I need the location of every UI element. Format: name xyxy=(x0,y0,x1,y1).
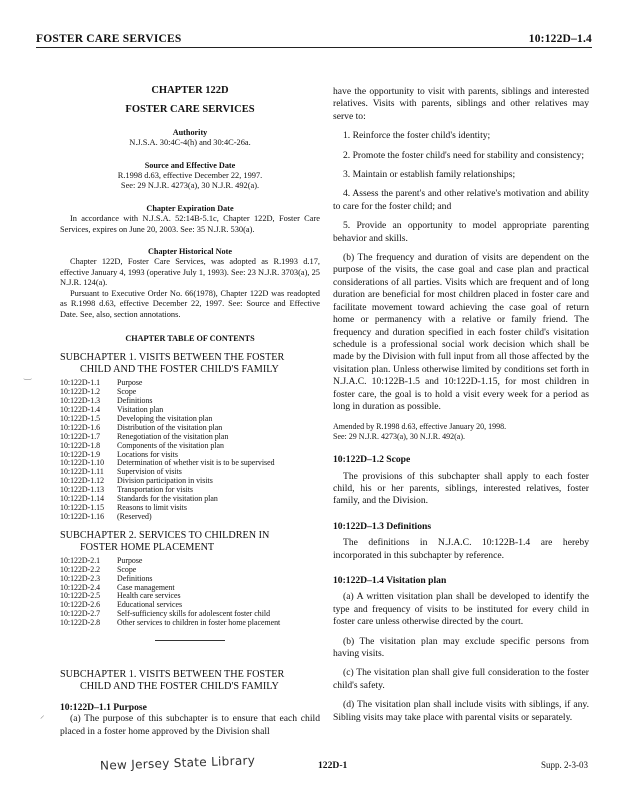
source-line: R.1998 d.63, effective December 22, 1997. xyxy=(117,171,263,181)
toc-section-title: Transportation for visits xyxy=(117,485,193,495)
margin-mark: ‿ xyxy=(24,370,32,380)
toc-list-2 xyxy=(60,557,280,628)
subchapter-heading-line: SUBCHAPTER 2. SERVICES TO CHILDREN IN xyxy=(60,529,270,541)
plan-paragraph-c: (c) The visitation plan shall give full consideration to the foster child's safety. xyxy=(333,667,589,691)
toc-section-number: 10:122D-1.1 xyxy=(60,378,101,388)
toc-entry xyxy=(60,513,275,522)
toc-entry xyxy=(60,619,280,628)
toc-subchapter-2 xyxy=(60,530,320,554)
toc-section-title: Supervision of visits xyxy=(117,467,182,477)
toc-section-number: 10:122D-1.3 xyxy=(60,396,101,406)
toc-subchapter-1 xyxy=(60,352,320,376)
toc-section-number: 10:122D-1.10 xyxy=(60,458,105,468)
toc-section-number: 10:122D-1.15 xyxy=(60,503,105,512)
section-heading-visitation-plan: 10:122D–1.4 Visitation plan xyxy=(333,575,447,586)
toc-section-title: (Reserved) xyxy=(117,511,152,521)
intro-paragraph: have the opportunity to visit with parents, siblings and interested relatives. Visits with parents, siblings and other relatives may serve to: xyxy=(333,86,589,122)
toc-section-title: Scope xyxy=(117,564,137,574)
toc-section-number: 10:122D-2.6 xyxy=(60,600,101,610)
list-item: 1. Reinforce the foster child's identity; xyxy=(343,130,491,142)
toc-section-title: Components of the visitation plan xyxy=(117,440,224,450)
toc-section-title: Self-sufficiency skills for adolescent foster child xyxy=(117,609,271,619)
subchapter-heading-line: SUBCHAPTER 1. VISITS BETWEEN THE FOSTER xyxy=(60,669,285,681)
toc-section-title: Health care services xyxy=(117,591,181,601)
plan-paragraph-d: (d) The visitation plan shall include visits with siblings, if any. Sibling visits may take place with parental visits or separately. xyxy=(333,699,589,723)
toc-section-title: Renegotiation of the visitation plan xyxy=(117,431,229,441)
library-stamp: New Jersey State Library xyxy=(99,753,256,773)
toc-section-title: Educational services xyxy=(117,600,183,610)
list-item: 5. Provide an opportunity to model appropriate parenting behavior and skills. xyxy=(333,220,589,244)
left-column xyxy=(60,86,320,738)
header-section: 10:122D–1.4 xyxy=(528,33,592,45)
list-item: 4. Assess the parent's and other relative's motivation and ability to care for the foster child; and xyxy=(333,188,589,212)
toc-section-title: Visitation plan xyxy=(117,405,164,415)
toc-section-number: 10:122D-1.14 xyxy=(60,494,105,504)
section-heading-scope: 10:122D–1.2 Scope xyxy=(333,454,411,466)
toc-section-title: Definitions xyxy=(117,573,153,583)
toc-section-title: Distribution of the visitation plan xyxy=(117,422,223,432)
subchapter-heading-line: SUBCHAPTER 1. VISITS BETWEEN THE FOSTER xyxy=(60,352,285,364)
right-column xyxy=(333,86,589,724)
section-heading-definitions: 10:122D–1.3 Definitions xyxy=(333,520,432,532)
running-header xyxy=(36,31,592,48)
toc-section-number: 10:122D-1.2 xyxy=(60,387,101,397)
margin-mark: ⸝ xyxy=(40,710,45,720)
section-heading-purpose: 10:122D–1.1 Purpose xyxy=(60,702,147,714)
toc-section-title: Division participation in visits xyxy=(117,476,213,486)
amendment-note xyxy=(333,422,589,441)
toc-section-number: 10:122D-1.6 xyxy=(60,422,101,432)
subchapter-heading-line: CHILD AND THE FOSTER CHILD'S FAMILY xyxy=(80,364,279,376)
toc-title: CHAPTER TABLE OF CONTENTS xyxy=(125,333,255,343)
definitions-text: The definitions in N.J.A.C. 10:122B-1.4 are hereby incorporated in this subchapter by reference. xyxy=(333,537,589,561)
toc-section-title: Standards for the visitation plan xyxy=(117,494,218,504)
source-line: See: 29 N.J.R. 4273(a), 30 N.J.R. 492(a). xyxy=(120,181,260,191)
toc-section-title: Purpose xyxy=(117,555,143,565)
history-text: Pursuant to Executive Order No. 66(1978), Chapter 122D was readopted as R.1998 d.63, effective December 22, 1997. See: Source and Effective Date. See, also, section annotations. xyxy=(60,288,320,319)
toc-section-number: 10:122D-2.1 xyxy=(60,555,101,565)
toc-section-number: 10:122D-1.9 xyxy=(60,449,101,459)
toc-section-title: Developing the visitation plan xyxy=(117,413,213,423)
toc-section-number: 10:122D-1.4 xyxy=(60,405,101,415)
toc-section-number: 10:122D-2.8 xyxy=(60,618,101,628)
toc-list-1 xyxy=(60,379,275,522)
toc-section-number: 10:122D-2.5 xyxy=(60,591,101,601)
toc-section-title: Reasons to limit visits xyxy=(117,503,187,512)
toc-section-number: 10:122D-2.3 xyxy=(60,573,101,583)
chapter-title: FOSTER CARE SERVICES xyxy=(125,104,255,116)
toc-section-title: Scope xyxy=(117,387,137,397)
chapter-number: CHAPTER 122D xyxy=(151,85,229,96)
source-heading: Source and Effective Date xyxy=(144,160,236,170)
amendment-line: Amended by R.1998 d.63, effective January 20, 1998. xyxy=(333,422,507,432)
authority-text: N.J.S.A. 30:4C-4(h) and 30:4C-26a. xyxy=(129,138,251,148)
expiration-text: In accordance with N.J.S.A. 52:14B-5.1c, Chapter 122D, Foster Care Services, expires on June 20, 2003. See: 35 N.J.R. 530(a). xyxy=(60,214,320,234)
amendment-line: See: 29 N.J.R. 4273(a), 30 N.J.R. 492(a). xyxy=(333,431,465,441)
supplement-date: Supp. 2-3-03 xyxy=(541,760,588,770)
toc-section-number: 10:122D-1.11 xyxy=(60,467,104,477)
toc-section-number: 10:122D-1.7 xyxy=(60,431,101,441)
plan-paragraph-b: (b) The visitation plan may exclude specific persons from having visits. xyxy=(333,635,589,660)
section-divider xyxy=(155,640,225,641)
expiration-heading: Chapter Expiration Date xyxy=(146,203,234,213)
authority-heading: Authority xyxy=(172,127,208,137)
toc-section-number: 10:122D-1.16 xyxy=(60,511,105,521)
toc-section-title: Case management xyxy=(117,582,175,592)
toc-section-title: Locations for visits xyxy=(117,449,178,459)
history-text: Chapter 122D, Foster Care Services, was adopted as R.1993 d.17, effective January 4, 1993 (operative July 1, 1993). See: 23 N.J.R. 3703(a), 25 N.J.R. 124(a). xyxy=(60,257,320,288)
subchapter-1-heading xyxy=(60,669,320,693)
header-title: FOSTER CARE SERVICES xyxy=(36,33,182,45)
list-item: 2. Promote the foster child's need for stability and consistency; xyxy=(343,149,584,161)
toc-section-title: Purpose xyxy=(117,378,143,388)
history-heading: Chapter Historical Note xyxy=(148,247,232,257)
toc-section-title: Other services to children in foster home placement xyxy=(117,618,281,628)
toc-section-number: 10:122D-2.2 xyxy=(60,564,101,574)
purpose-text: (a) The purpose of this subchapter is to ensure that each child placed in a foster home approved by the Division shall xyxy=(60,713,320,737)
plan-paragraph-a: (a) A written visitation plan shall be developed to identify the type and frequency of visits to be instituted for every child in foster care unless otherwise directed by the court. xyxy=(333,591,589,628)
page-number: 122D-1 xyxy=(318,760,348,771)
subchapter-heading-line: FOSTER HOME PLACEMENT xyxy=(80,541,215,553)
toc-section-number: 10:122D-1.12 xyxy=(60,476,105,486)
scope-text: The provisions of this subchapter shall apply to each foster child, his or her parents, siblings, interested relatives, foster family, and the Division. xyxy=(333,470,589,507)
purpose-list xyxy=(333,130,589,245)
toc-section-number: 10:122D-2.7 xyxy=(60,609,101,619)
toc-section-title: Definitions xyxy=(117,396,153,406)
toc-section-number: 10:122D-2.4 xyxy=(60,582,101,592)
toc-section-number: 10:122D-1.8 xyxy=(60,440,101,450)
paragraph-b: (b) The frequency and duration of visits are dependent on the purpose of the visits, the case goal and case plan and practical considerations of all parties. Visits which are frequent and of long duration are beneficial for most children placed in foster care and facilitate movement toward achieving the case goal of return home or permanency with a relative or family friend. The frequency and duration specified in each foster child's visitation schedule is a professional social work decision which shall be made by the Division with full input from all those affected by the visitation plan. Unless otherwise limited by conditions set forth in N.J.A.C. 10:122B-1.5 and 10:122D-1.15, for most children in foster care, the goal is to hold a visit every week for a period as long in duration as possible. xyxy=(333,252,589,412)
toc-section-title: Determination of whether visit is to be supervised xyxy=(117,458,275,468)
subchapter-heading-line: CHILD AND THE FOSTER CHILD'S FAMILY xyxy=(80,681,279,693)
page-footer xyxy=(0,753,618,780)
toc-section-number: 10:122D-1.5 xyxy=(60,413,101,423)
toc-section-number: 10:122D-1.13 xyxy=(60,485,105,495)
list-item: 3. Maintain or establish family relationships; xyxy=(343,169,516,181)
